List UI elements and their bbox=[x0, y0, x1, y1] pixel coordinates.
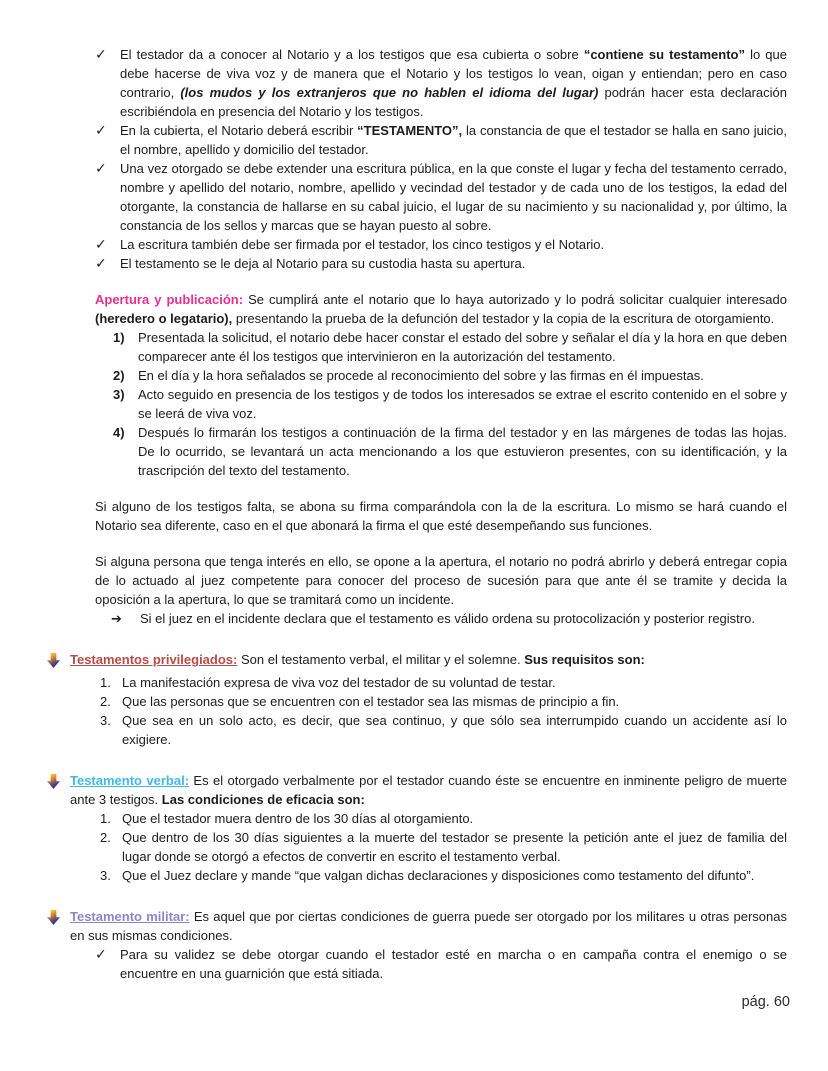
numbered-item bbox=[0, 328, 787, 366]
section-testamento-verbal bbox=[0, 771, 787, 809]
text-segment: “contiene su testamento” bbox=[583, 47, 745, 62]
check-item bbox=[0, 235, 787, 254]
list-number: 1. bbox=[100, 811, 111, 826]
text-segment: podrán hacer esta declaración escribiéndola en presencia del Notario y los testigos. bbox=[120, 85, 787, 119]
text-segment: Sus requisitos son: bbox=[524, 652, 645, 667]
numbered-item bbox=[0, 809, 787, 828]
down-arrow-glyph bbox=[47, 774, 60, 789]
list-number: 2. bbox=[100, 694, 111, 709]
numbered-item bbox=[0, 673, 787, 692]
list-number: 3) bbox=[113, 387, 125, 402]
paragraph-text bbox=[122, 828, 787, 866]
numbered-item bbox=[0, 828, 787, 866]
paragraph-text bbox=[120, 945, 787, 983]
text-segment: lo que debe hacerse de viva voz y de manera que el Notario y los testigos lo vean, oigan y entiendan; pero en caso contrario, bbox=[120, 47, 787, 100]
paragraph-text bbox=[120, 254, 787, 273]
numbered-item bbox=[0, 366, 787, 385]
check-icon: ✓ bbox=[95, 255, 107, 271]
text-segment: Una vez otorgado se debe extender una escritura pública, en la que conste el lugar y fecha del testamento cerrado, nombre y apellido del notario, nombre, apellido y vecindad del testador y de cada uno de los testigos, la edad del otorgante, la constancia de hallarse en su cabal juicio, el lugar de su nacimiento y su nacionalidad y, por último, la constancia de los sellos y marcas que se hayan puesto al sobre. bbox=[120, 161, 787, 233]
numbered-item bbox=[0, 711, 787, 749]
text-segment: Acto seguido en presencia de los testigos y de todos los interesados se extrae el escrito contenido en el sobre y se leerá de viva voz. bbox=[138, 387, 787, 421]
text-segment: La manifestación expresa de viva voz del testador de su voluntad de testar. bbox=[122, 675, 556, 690]
verbal-heading: Testamento verbal: bbox=[70, 773, 190, 788]
list-number: 2) bbox=[113, 368, 125, 383]
paragraph-text bbox=[95, 497, 787, 535]
check-item bbox=[0, 121, 787, 159]
paragraph-text bbox=[122, 866, 787, 885]
paragraph-text bbox=[122, 692, 787, 711]
document-body bbox=[0, 45, 828, 983]
text-segment: En la cubierta, el Notario deberá escribir bbox=[120, 123, 358, 138]
paragraph-text bbox=[120, 45, 787, 121]
text-segment: (heredero o legatario), bbox=[95, 311, 233, 326]
list-number: 3. bbox=[100, 713, 111, 728]
text-segment: “TESTAMENTO”, bbox=[357, 123, 463, 138]
text-segment: El testamento se le deja al Notario para su custodia hasta su apertura. bbox=[120, 256, 526, 271]
numbered-item bbox=[0, 423, 787, 480]
paragraph-text bbox=[122, 711, 787, 749]
check-icon: ✓ bbox=[95, 236, 107, 252]
text-segment: presentando la prueba de la defunción del testador y la copia de la escritura de otorgamiento. bbox=[232, 311, 775, 326]
check-icon: ✓ bbox=[95, 46, 107, 62]
text-segment: La escritura también debe ser firmada por el testador, los cinco testigos y el Notario. bbox=[120, 237, 605, 252]
text-segment: Son el testamento verbal, el militar y el solemne. bbox=[237, 652, 525, 667]
right-arrow-icon: ➔ bbox=[111, 611, 122, 626]
text-segment: Si alguna persona que tenga interés en ello, se opone a la apertura, el notario no podrá abrirlo y deberá entregar copia de lo actuado al juez competente para conocer del proceso de sucesión para que ante él se tramite y decida la oposición a la apertura, lo que se tramitará como un incidente. bbox=[95, 554, 787, 607]
apertura-section-paragraph bbox=[0, 290, 787, 328]
militar-heading: Testamento militar: bbox=[70, 909, 190, 924]
paragraph-text bbox=[70, 771, 787, 809]
text-segment: Se cumplirá ante el notario que lo haya autorizado y lo podrá solicitar cualquier interesado bbox=[243, 292, 787, 307]
text-segment: Que el Juez declare y mande “que valgan dichas declaraciones y disposiciones como testamento del difunto”. bbox=[122, 868, 755, 883]
paragraph-text bbox=[120, 235, 787, 254]
list-number: 1) bbox=[113, 330, 125, 345]
check-icon: ✓ bbox=[95, 160, 107, 176]
paragraph-text bbox=[95, 552, 787, 609]
privilegiados-heading: Testamentos privilegiados: bbox=[70, 652, 238, 667]
numbered-item bbox=[0, 692, 787, 711]
down-arrow-bullet-icon bbox=[47, 907, 70, 930]
text-segment: (los mudos y los extranjeros que no hablen el idioma del lugar) bbox=[180, 85, 599, 100]
body-paragraph bbox=[0, 497, 787, 535]
text-segment: la constancia de que el testador se halla en sano juicio, el nombre, apellido y domicilio del testador. bbox=[120, 123, 787, 157]
section-testamentos-privilegiados bbox=[0, 650, 787, 673]
paragraph-text bbox=[138, 423, 787, 480]
list-number: 2. bbox=[100, 830, 111, 845]
apertura-heading: Apertura y publicación: bbox=[95, 292, 244, 307]
list-number: 1. bbox=[100, 675, 111, 690]
text-segment: Después lo firmarán los testigos a continuación de la firma del testador y en las márgenes de todas las hojas. De lo ocurrido, se levantará un acta mencionando a los que estuvieron presentes, con su identificación, y la trascripción del texto del testamento. bbox=[138, 425, 787, 478]
list-number: 4) bbox=[113, 425, 125, 440]
paragraph-text bbox=[138, 328, 787, 366]
text-segment: Si alguno de los testigos falta, se abona su firma comparándola con la de la escritura. Lo mismo se hará cuando el Notario sea diferente, caso en el que abonará la firma el que esté desempeñando sus funciones. bbox=[95, 499, 787, 533]
check-icon: ✓ bbox=[95, 946, 107, 962]
check-item bbox=[0, 159, 787, 235]
text-segment: Es aquel que por ciertas condiciones de guerra puede ser otorgado por los militares u otras personas en sus mismas condiciones. bbox=[70, 909, 787, 943]
text-segment: Que dentro de los 30 días siguientes a la muerte del testador se presente la petición ante el juez de familia del lugar donde se otorgó a efectos de convertir en escrito el testamento verbal. bbox=[122, 830, 787, 864]
paragraph-text bbox=[70, 907, 787, 945]
down-arrow-glyph bbox=[47, 910, 60, 925]
paragraph-text bbox=[140, 609, 787, 628]
section-testamento-militar bbox=[0, 907, 787, 945]
paragraph-text bbox=[122, 673, 787, 692]
text-segment: Presentada la solicitud, el notario debe hacer constar el estado del sobre y señalar el día y la hora en que deben comparecer ante él los testigos que intervinieron en la autorización del testamento. bbox=[138, 330, 787, 364]
down-arrow-glyph bbox=[47, 653, 60, 668]
paragraph-text bbox=[70, 650, 787, 669]
paragraph-text bbox=[138, 385, 787, 423]
down-arrow-bullet-icon bbox=[47, 771, 70, 794]
text-segment: Las condiciones de eficacia son: bbox=[161, 792, 365, 807]
body-paragraph bbox=[0, 552, 787, 609]
text-segment: Para su validez se debe otorgar cuando el testador esté en marcha o en campaña contra el enemigo o se encuentre en una guarnición que está sitiada. bbox=[120, 947, 787, 981]
list-number: 3. bbox=[100, 868, 111, 883]
text-segment: El testador da a conocer al Notario y a los testigos que esa cubierta o sobre bbox=[120, 47, 584, 62]
numbered-item bbox=[0, 385, 787, 423]
check-icon: ✓ bbox=[95, 122, 107, 138]
paragraph-text bbox=[122, 809, 787, 828]
paragraph-text bbox=[120, 121, 787, 159]
numbered-item bbox=[0, 866, 787, 885]
check-item bbox=[0, 945, 787, 983]
paragraph-text bbox=[120, 159, 787, 235]
check-item bbox=[0, 45, 787, 121]
paragraph-text bbox=[95, 290, 787, 328]
text-segment: Es el otorgado verbalmente por el testador cuando éste se encuentre en inminente peligro de muerte ante 3 testigos. bbox=[70, 773, 787, 807]
page-number: pág. 60 bbox=[741, 994, 790, 1010]
down-arrow-bullet-icon bbox=[47, 650, 70, 673]
paragraph-text bbox=[138, 366, 787, 385]
text-segment: Si el juez en el incidente declara que el testamento es válido ordena su protocolización y posterior registro. bbox=[140, 611, 755, 626]
text-segment: Que sea en un solo acto, es decir, que sea continuo, y que sólo sea interrumpido cuando un accidente así lo exigiere. bbox=[122, 713, 787, 747]
text-segment: Que las personas que se encuentren con el testador sea las mismas de principio a fin. bbox=[122, 694, 620, 709]
arrow-item bbox=[0, 609, 787, 628]
text-segment: En el día y la hora señalados se procede al reconocimiento del sobre y las firmas en él impuestas. bbox=[138, 368, 704, 383]
check-item bbox=[0, 254, 787, 273]
text-segment: Que el testador muera dentro de los 30 días al otorgamiento. bbox=[122, 811, 474, 826]
